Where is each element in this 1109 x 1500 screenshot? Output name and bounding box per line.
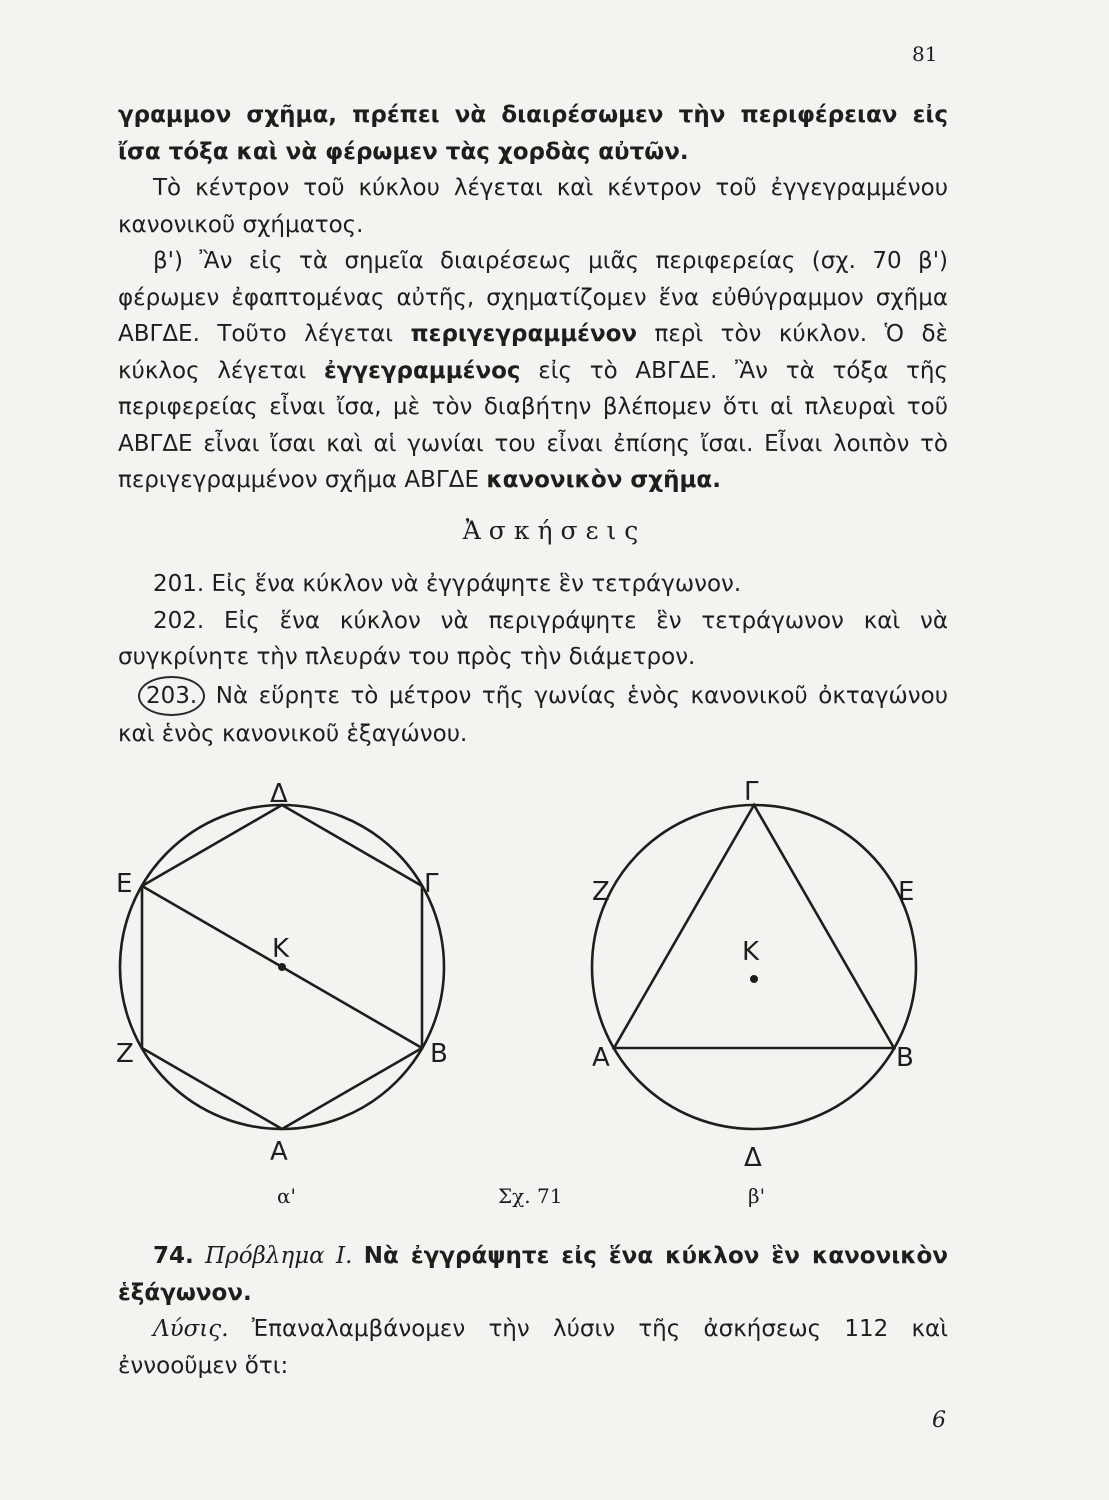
right-label-left: Α: [592, 1043, 610, 1073]
intro-bold-line: γραμμον σχῆμα, πρέπει νὰ διαιρέσωμεν τὴν περιφέρειαν εἰς ἴσα τόξα καὶ νὰ φέρωμεν τὰς χορδὰς αὐτῶν.: [118, 102, 948, 165]
left-label-upper-right: Γ: [424, 869, 439, 899]
right-label-center: Κ: [742, 937, 760, 967]
exercise-text: Εἰς ἕνα κύκλον νὰ ἐγγράψητε ἓν τετράγωνον.: [211, 571, 742, 597]
exercise-text: Εἰς ἕνα κύκλον νὰ περιγράψητε ἓν τετράγωνον καὶ νὰ συγκρίνητε τὴν πλευράν του πρὸς τὴν διάμετρον.: [118, 607, 949, 670]
term-regular-shape: κανονικὸν σχῆμα.: [486, 467, 721, 493]
right-label-upper-right: Ε: [898, 877, 915, 907]
left-label-lower-left: Ζ: [116, 1039, 134, 1069]
exercise-text: Νὰ εὕρητε τὸ μέτρον τῆς γωνίας ἑνὸς κανονικοῦ ὀκταγώνου καὶ ἑνὸς κανονικοῦ ἑξαγώνου.: [118, 682, 948, 747]
solution-label: Λύσις.: [153, 1316, 229, 1342]
exercise-number-circled: 203.: [138, 676, 205, 717]
left-label-lower-right: Β: [430, 1039, 448, 1069]
left-label-center: Κ: [272, 934, 290, 964]
solution-text: Ἐπαναλαμβάνομεν τὴν λύσιν τῆς ἀσκήσεως 112 καὶ ἐννοοῦμεν ὅτι:: [118, 1316, 948, 1379]
paragraph-b-part1: β') Ἂν εἰς τὰ σημεῖα διαιρέσεως μιᾶς περιφερείας (σχ. 70 β') φέρωμεν ἐφαπτομένας αὐτῆς, σχηματίζομεν ἕνα εὐθύγραμμον σχῆμα ΑΒΓΔΕ. Τοῦτο λέγεται: [118, 248, 948, 347]
paragraph-b: [118, 243, 948, 499]
problem-number: 74.: [153, 1243, 194, 1269]
right-label-right: Β: [896, 1043, 914, 1073]
signature-number: 6: [932, 1408, 946, 1433]
exercise-number: 201.: [153, 571, 205, 597]
exercise-item: [118, 676, 948, 753]
right-label-bottom: Δ: [744, 1143, 762, 1173]
intro-section: [118, 97, 948, 499]
paragraph-b-part3: εἰς τὸ ΑΒΓΔΕ. Ἂν τὰ τόξα τῆς περιφερείας εἶναι ἴσα, μὲ τὸν διαβήτην βλέπομεν ὅτι αἱ πλευραὶ τοῦ ΑΒΓΔΕ εἶναι ἴσαι καὶ αἱ γωνίαι του εἶναι ἐπίσης ἴσαι. Εἶναι λοιπὸν τὸ περιγεγραμμένον σχῆμα ΑΒΓΔΕ: [118, 357, 949, 493]
problem-statement: [118, 1238, 948, 1311]
center-sentence: Τὸ κέντρον τοῦ κύκλου λέγεται καὶ κέντρον τοῦ ἐγγεγραμμένου κανονικοῦ σχήματος.: [118, 175, 948, 238]
problem-text: Νὰ ἐγγράψητε εἰς ἕνα κύκλον ἓν κανονικὸν ἑξάγωνον.: [118, 1243, 949, 1306]
problem-section: [118, 1238, 948, 1384]
term-circumscribed: περιγεγραμμένον: [410, 321, 638, 347]
right-circle: [592, 805, 916, 1129]
left-label-upper-left: Ε: [116, 869, 133, 899]
right-center-point: [750, 975, 758, 983]
exercise-item: [118, 603, 948, 676]
figure-right-label: β': [748, 1184, 766, 1208]
left-center-point: [278, 963, 286, 971]
figure-caption: Σχ. 71: [498, 1184, 563, 1208]
figure-71: [0, 760, 1109, 1220]
solution-paragraph: [118, 1311, 948, 1384]
exercise-item: [118, 566, 948, 603]
figure-left-label: α': [277, 1184, 297, 1208]
page-number: 81: [912, 42, 938, 66]
problem-title: Πρόβλημα Ι.: [205, 1243, 353, 1269]
right-label-top: Γ: [744, 777, 759, 807]
exercises-list: [118, 566, 948, 753]
exercises-heading: Ἀσκήσεις: [462, 516, 647, 545]
right-label-upper-left: Ζ: [592, 877, 610, 907]
left-label-bottom: Α: [270, 1137, 288, 1167]
paragraph-b-part2: περὶ τὸν κύκλον. Ὁ δὲ κύκλος λέγεται: [118, 321, 948, 384]
right-triangle: [614, 805, 894, 1048]
left-label-top: Δ: [270, 779, 288, 809]
term-inscribed: ἐγγεγραμμένος: [323, 357, 521, 384]
exercise-number: 202.: [153, 607, 205, 634]
